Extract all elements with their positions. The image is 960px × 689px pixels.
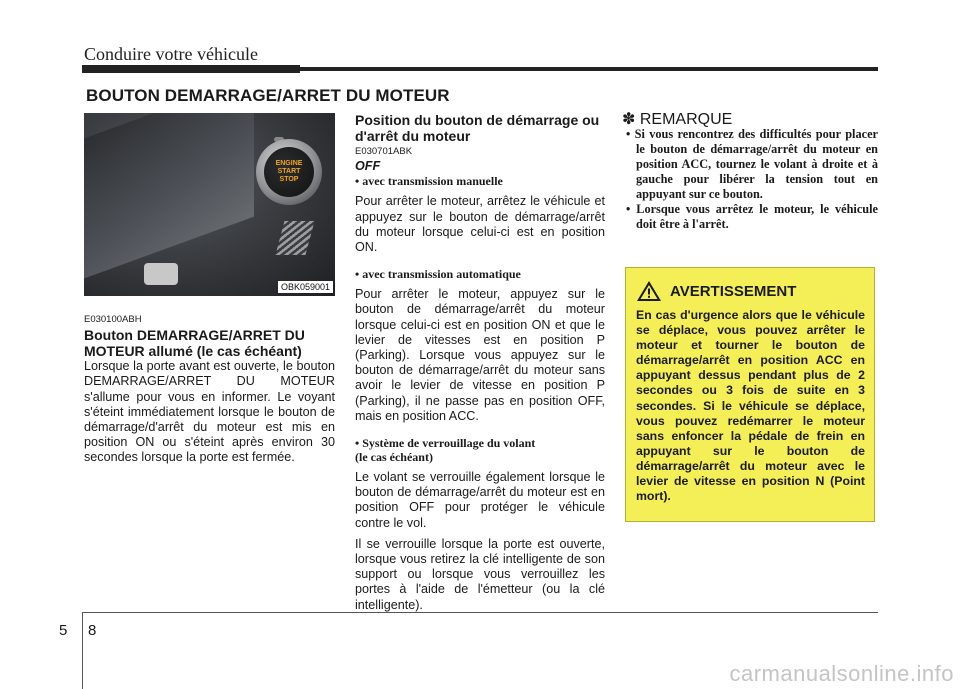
column-left (84, 312, 335, 466)
subsection-title: Bouton DEMARRAGE/ARRET DU MOTEUR allumé (le cas échéant) (84, 327, 305, 360)
column-right (622, 112, 878, 232)
manual-body: Pour arrêter le moteur, arrêtez le véhicule et appuyez sur le bouton de démarrage/arrêt du moteur lorsque celui-ci est en position ON. (355, 194, 605, 255)
lock-body-2: Il se verrouille lorsque la porte est ouverte, lorsque vous retirez la clé intelligente de son support ou lorsque vous verrouillez les portes à l'aide de l'émetteur (ou la clé intelligente). (355, 536, 605, 612)
section-code: E030100ABH (84, 314, 142, 325)
state-label: OFF (355, 159, 381, 174)
auto-heading: • avec transmission automatique (355, 267, 521, 282)
page-section-number: 5 (59, 622, 68, 639)
lock-heading-sub: (le cas échéant) (355, 450, 433, 465)
subsection-title: Position du bouton de démarrage ou d'arrêt du moteur (355, 112, 600, 144)
warning-title: AVERTISSEMENT (670, 282, 797, 300)
note-item: • Lorsque vous arrêtez le moteur, le véhicule doit être à l'arrêt. (626, 202, 878, 232)
note-title: ✽ REMARQUE (622, 111, 733, 128)
section-title: BOUTON DEMARRAGE/ARRET DU MOTEUR (86, 86, 450, 105)
warning-header (636, 280, 865, 302)
button-label-line-1: ENGINE (275, 160, 303, 167)
warning-triangle-icon (636, 280, 662, 302)
pedal (144, 263, 178, 285)
start-button-photo (84, 113, 335, 296)
auto-body: Pour arrêter le moteur, appuyez sur le bouton de démarrage/arrêt du moteur lorsque celui-ci est en position ON et que le levier de vitesses est en position P (Parking). Lorsque vous appuyez sur le bouton de démarrage/arrêt du moteur sans avoir le levier de vitesse en position P (Parking), il ne passe pas en position OFF, mais en position ACC. (355, 287, 605, 423)
button-label-line-2: START (277, 168, 301, 175)
footer-divider (82, 612, 83, 689)
lock-heading: • Système de verrouillage du volant (355, 436, 536, 451)
header-rule-accent (82, 65, 300, 73)
section-code: E030701ABK (355, 146, 413, 157)
column-middle (355, 112, 605, 613)
lock-body-1: Le volant se verrouille également lorsque le bouton de démarrage/arrêt du moteur est en position OFF pour protéger le véhicule contre le vol. (355, 470, 605, 530)
note-list (622, 127, 878, 232)
air-vent (275, 221, 314, 255)
engine-start-stop-button-image (264, 147, 314, 197)
page-number: 8 (88, 622, 97, 639)
header-title: Conduire votre véhicule (84, 44, 258, 64)
photo-caption: OBK059001 (278, 281, 333, 293)
watermark: carmanualsonline.info (729, 661, 954, 686)
button-label-line-3: STOP (279, 176, 299, 183)
body-text: Lorsque la porte avant est ouverte, le bouton DEMARRAGE/ARRET DU MOTEUR s'allume pour vous en informer. Le voyant s'éteint immédiatement lorsque le bouton de démarrage/d'arrêt du moteur est mis en position ON ou s'éteint après environ 30 secondes lorsque la porte est fermée. (84, 359, 335, 465)
warning-box (625, 267, 875, 522)
manual-heading: • avec transmission manuelle (355, 174, 503, 189)
footer-rule (82, 612, 878, 613)
warning-text: En cas d'urgence alors que le véhicule se déplace, vous pouvez arrêter le moteur et tourner le bouton de démarrage/arrêt en position ACC en appuyant dessus pendant plus de 2 secondes ou 3 fois de suite en 3 secondes. Si le véhicule se déplace, vous pouvez redémarrer le moteur sans enfoncer la pédale de frein en appuyant sur le bouton de démarrage/arrêt du moteur avec le levier de vitesse en position N (Point mort). (636, 308, 865, 504)
note-item: • Si vous rencontrez des difficultés pour placer le bouton de démarrage/arrêt du moteur en position ACC, tournez le volant à droite et à gauche pour libérer la tension tout en appuyant sur ce bouton. (626, 127, 878, 202)
